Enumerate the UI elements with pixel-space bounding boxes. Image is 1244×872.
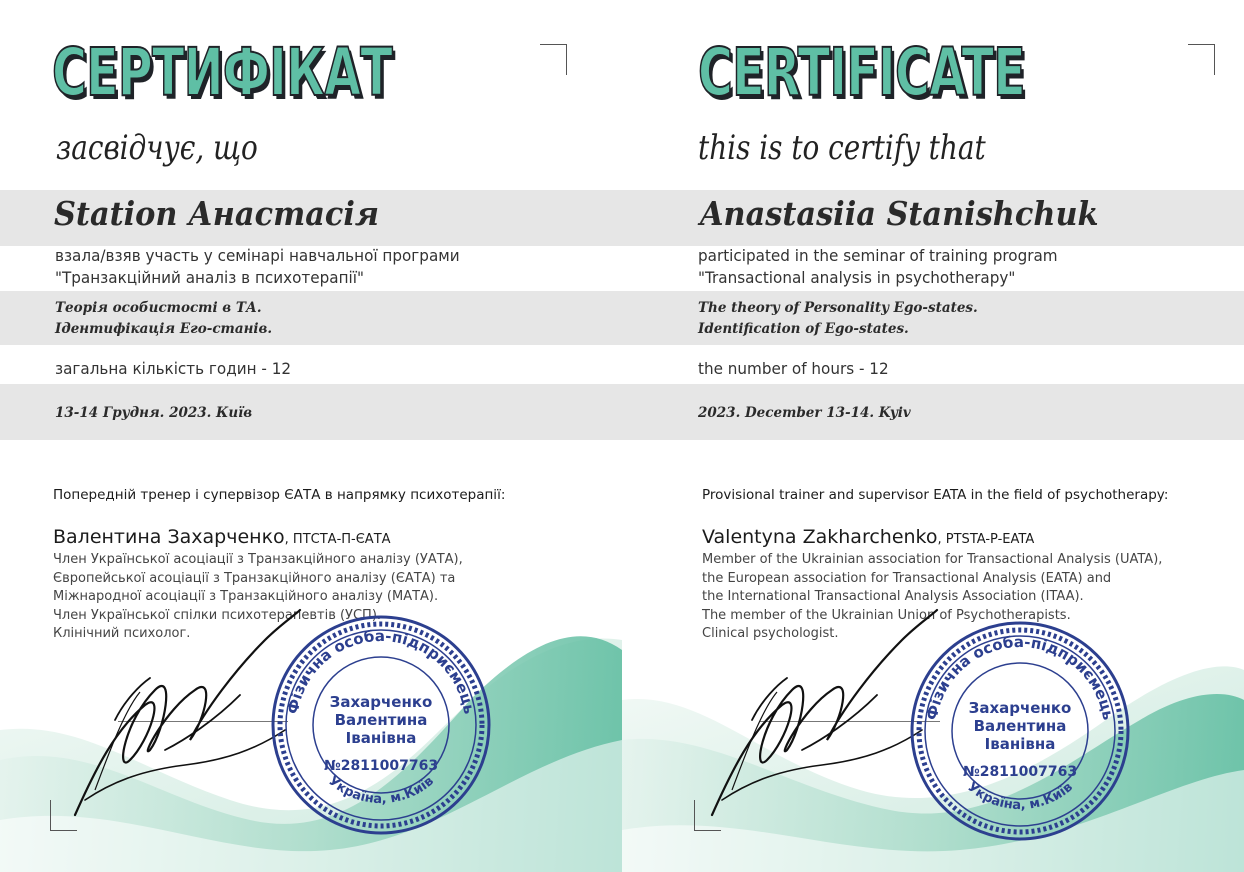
stamp-number: №2811007763 (323, 758, 439, 774)
credential-line: Європейської асоціації з Транзакційного аналізу (ЄАТА) та (53, 571, 456, 586)
corner-mark (540, 44, 567, 75)
program-name: "Транзакційний аналіз в психотерапії" (55, 268, 364, 287)
corner-mark (1188, 44, 1215, 75)
hours-line: the number of hours - 12 (698, 359, 889, 378)
stamp-line: Захарченко (968, 699, 1072, 717)
certificate-title: CERTIFICATE (698, 34, 1025, 111)
credential-line: Клінічний психолог. (53, 626, 191, 641)
trainer-name-text: Валентина Захарченко (53, 526, 285, 548)
date-line: 13-14 Грудня. 2023. Київ (55, 405, 253, 421)
certificate-subtitle: this is to certify that (698, 128, 986, 168)
credential-line: Міжнародної асоціації з Транзакційного аналізу (МАТА). (53, 589, 439, 604)
trainer-name (702, 526, 1034, 548)
topic-line: Identification of Ego-states. (698, 321, 909, 337)
hours-line: загальна кількість годин - 12 (55, 359, 292, 378)
stamp-line: Захарченко (329, 693, 433, 711)
english-certificate (622, 0, 1244, 872)
recipient-name: Anastasiia Stanishchuk (700, 194, 1099, 233)
recipient-name: Station Анастасія (54, 194, 380, 233)
credential-line: the European association for Transactional Analysis (EATA) and (702, 571, 1112, 586)
date-line: 2023. December 13-14. Kyiv (698, 405, 911, 421)
svg-text:Україна, м.Київ (964, 780, 1075, 813)
stamp-ring-text: Фізична особа-підприємець (283, 626, 479, 716)
stamp-bottom-text: Україна, м.Київ (325, 773, 437, 808)
credential-line: Member of the Ukrainian association for Transactional Analysis (UATA), (702, 552, 1163, 567)
participation-line: взала/взяв участь у семінарі навчальної програми (55, 246, 460, 265)
certificate-title: СЕРТИФІКАТ (52, 34, 392, 111)
stamp-line: Іванівна (345, 729, 417, 747)
trainer-heading: Provisional trainer and supervisor EATA in the field of psychotherapy: (702, 487, 1169, 503)
trainer-name-text: Valentyna Zakharchenko (702, 526, 938, 548)
trainer-qualification: , PTSTA-P-EATA (937, 532, 1035, 547)
trainer-qualification: , ПТСТА-П-ЄАТА (284, 532, 391, 547)
stamp-line: Валентина (973, 717, 1067, 735)
credential-line: Член Української асоціації з Транзакційного аналізу (УАТА), (53, 552, 463, 567)
official-stamp (907, 618, 1133, 844)
trainer-name (53, 526, 391, 548)
topic-line: Ідентифікація Его-станів. (55, 321, 273, 337)
participation-line: participated in the seminar of training program (698, 246, 1058, 265)
stamp-line: Іванівна (984, 735, 1056, 753)
official-stamp (268, 612, 494, 838)
credential-line: The member of the Ukrainian Union of Psychotherapists. (702, 608, 1071, 623)
svg-text:Україна, м.Київ (325, 774, 436, 807)
stamp-ring-text: Фізична особа-підприємець (922, 632, 1118, 722)
stamp-line: Валентина (334, 711, 428, 729)
credential-line: Член Української спілки психотерапевтів (УСП). (53, 608, 382, 623)
certificate-subtitle: засвідчує, що (56, 128, 258, 168)
stamp-number: №2811007763 (962, 764, 1078, 780)
program-name: "Transactional analysis in psychotherapy" (698, 268, 1016, 287)
credential-line: the International Transactional Analysis Association (ITAA). (702, 589, 1084, 604)
stamp-bottom-text: Україна, м.Київ (964, 779, 1076, 814)
trainer-heading: Попередній тренер і супервізор ЄАТА в напрямку психотерапії: (53, 487, 506, 503)
topic-line: The theory of Personality Ego-states. (698, 300, 978, 316)
credential-line: Clinical psychologist. (702, 626, 839, 641)
topic-line: Теорія особистості в ТА. (55, 300, 262, 316)
